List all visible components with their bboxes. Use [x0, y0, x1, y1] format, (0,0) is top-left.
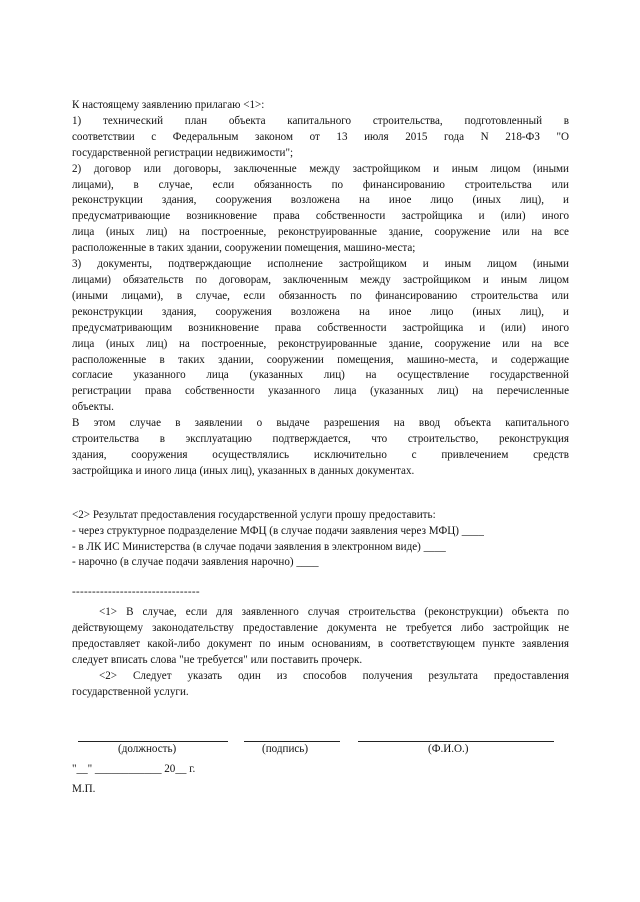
text-line: соответствии с Федеральным законом от 13 июля 2015 года N 218-ФЗ "О: [72, 130, 569, 143]
attachments-section: [72, 98, 569, 480]
text-line: реконструкции здания, сооружения возложена на иное лицо (иных лиц), и: [72, 305, 569, 318]
result-option-line: - в ЛК ИС Министерства (в случае подачи заявления в электронном виде) ____: [72, 540, 446, 553]
name-line: [358, 741, 554, 742]
section-gap: [72, 480, 569, 508]
footnote-line: государственной услуги.: [72, 685, 189, 698]
document-page: [72, 98, 569, 795]
footnote-line: действующему законодательству предоставление документа не требуется либо застройщик не: [72, 622, 569, 635]
stamp-mark: М.П.: [72, 782, 96, 795]
result-option-line: - нарочно (в случае подачи заявления нарочно) ____: [72, 556, 319, 569]
result-option-line: - через структурное подразделение МФЦ (в случае подачи заявления через МФЦ) ____: [72, 524, 484, 537]
text-line: здания, сооружения осуществлялись исключительно с привлечением средств: [72, 448, 569, 461]
text-line: регистрации права собственности указанного лица (указанных лиц) на перечисленные: [72, 385, 569, 398]
text-line: 2) договор или договоры, заключенные между застройщиком и иным лицом (иными: [72, 162, 569, 175]
name-caption: (Ф.И.О.): [428, 742, 469, 755]
text-line: лицами), в случае, если обязанность по финансированию строительства или: [72, 178, 569, 191]
signature-block: [72, 741, 569, 755]
result-delivery-section: [72, 508, 569, 572]
date-line: "__" ____________ 20__ г.: [72, 762, 196, 775]
text-line: В этом случае в заявлении о выдаче разрешения на ввод объекта капитального: [72, 417, 569, 430]
text-line: расположенные в таких здании, сооружении помещения, машино-места, и содержащие: [72, 353, 569, 366]
text-line: лица (иных лиц) на построенные, реконструированные здание, сооружение или на все: [72, 337, 569, 350]
footnotes-section: [72, 605, 569, 700]
text-line: согласие указанного лица (указанных лиц) на осуществление государственной: [72, 369, 569, 382]
text-line: лица (иных лиц) на построенные, реконструированные здание, сооружение или на все: [72, 226, 569, 239]
footnote-line: <2> Следует указать один из способов получения результата предоставления: [99, 669, 569, 682]
footnote-separator: --------------------------------: [72, 586, 200, 599]
text-line: (иными лицами), в случае, если обязанность по финансированию строительства или: [72, 289, 569, 302]
text-line: реконструкции здания, сооружения возложена на иное лицо (иных лиц), и: [72, 194, 569, 207]
text-line: 3) документы, подтверждающие исполнение застройщиком и иным лицом (иными: [72, 258, 569, 271]
position-line: [78, 741, 228, 742]
signature-caption: (подпись): [262, 742, 309, 755]
text-line: предусматривающим возникновение права собственности застройщика и (или) иного: [72, 321, 569, 334]
text-line: расположенные в таких здании, сооружении помещения, машино-места;: [72, 242, 416, 255]
text-line: объекты.: [72, 401, 114, 414]
text-line: К настоящему заявлению прилагаю <1>:: [72, 99, 265, 111]
position-caption: (должность): [118, 742, 177, 755]
result-option-line: <2> Результат предоставления государственной услуги прошу предоставить:: [72, 508, 436, 521]
signature-line: [244, 741, 340, 742]
text-line: государственной регистрации недвижимости";: [72, 146, 294, 159]
footnote-line: предоставляет какой-либо документ по иным основаниям, в соответствующем пункте заявления: [72, 638, 569, 651]
text-line: предусматривающие возникновение права собственности застройщика и (или) иного: [72, 210, 569, 223]
footnote-line: <1> В случае, если для заявленного случая строительства (реконструкции) объекта по: [99, 606, 569, 619]
footnote-line: следует вписать слова "не требуется" или поставить прочерк.: [72, 654, 363, 666]
text-line: застройщика и иного лица (иных лиц), указанных в данных документах.: [72, 464, 415, 477]
text-line: строительства в эксплуатацию подтверждается, что строительство, реконструкция: [72, 433, 569, 446]
text-line: 1) технический план объекта капитального строительства, подготовленный в: [72, 114, 569, 127]
text-line: лицами) обязательств по договорам, заключенным между застройщиком и иным лицом: [72, 273, 569, 286]
